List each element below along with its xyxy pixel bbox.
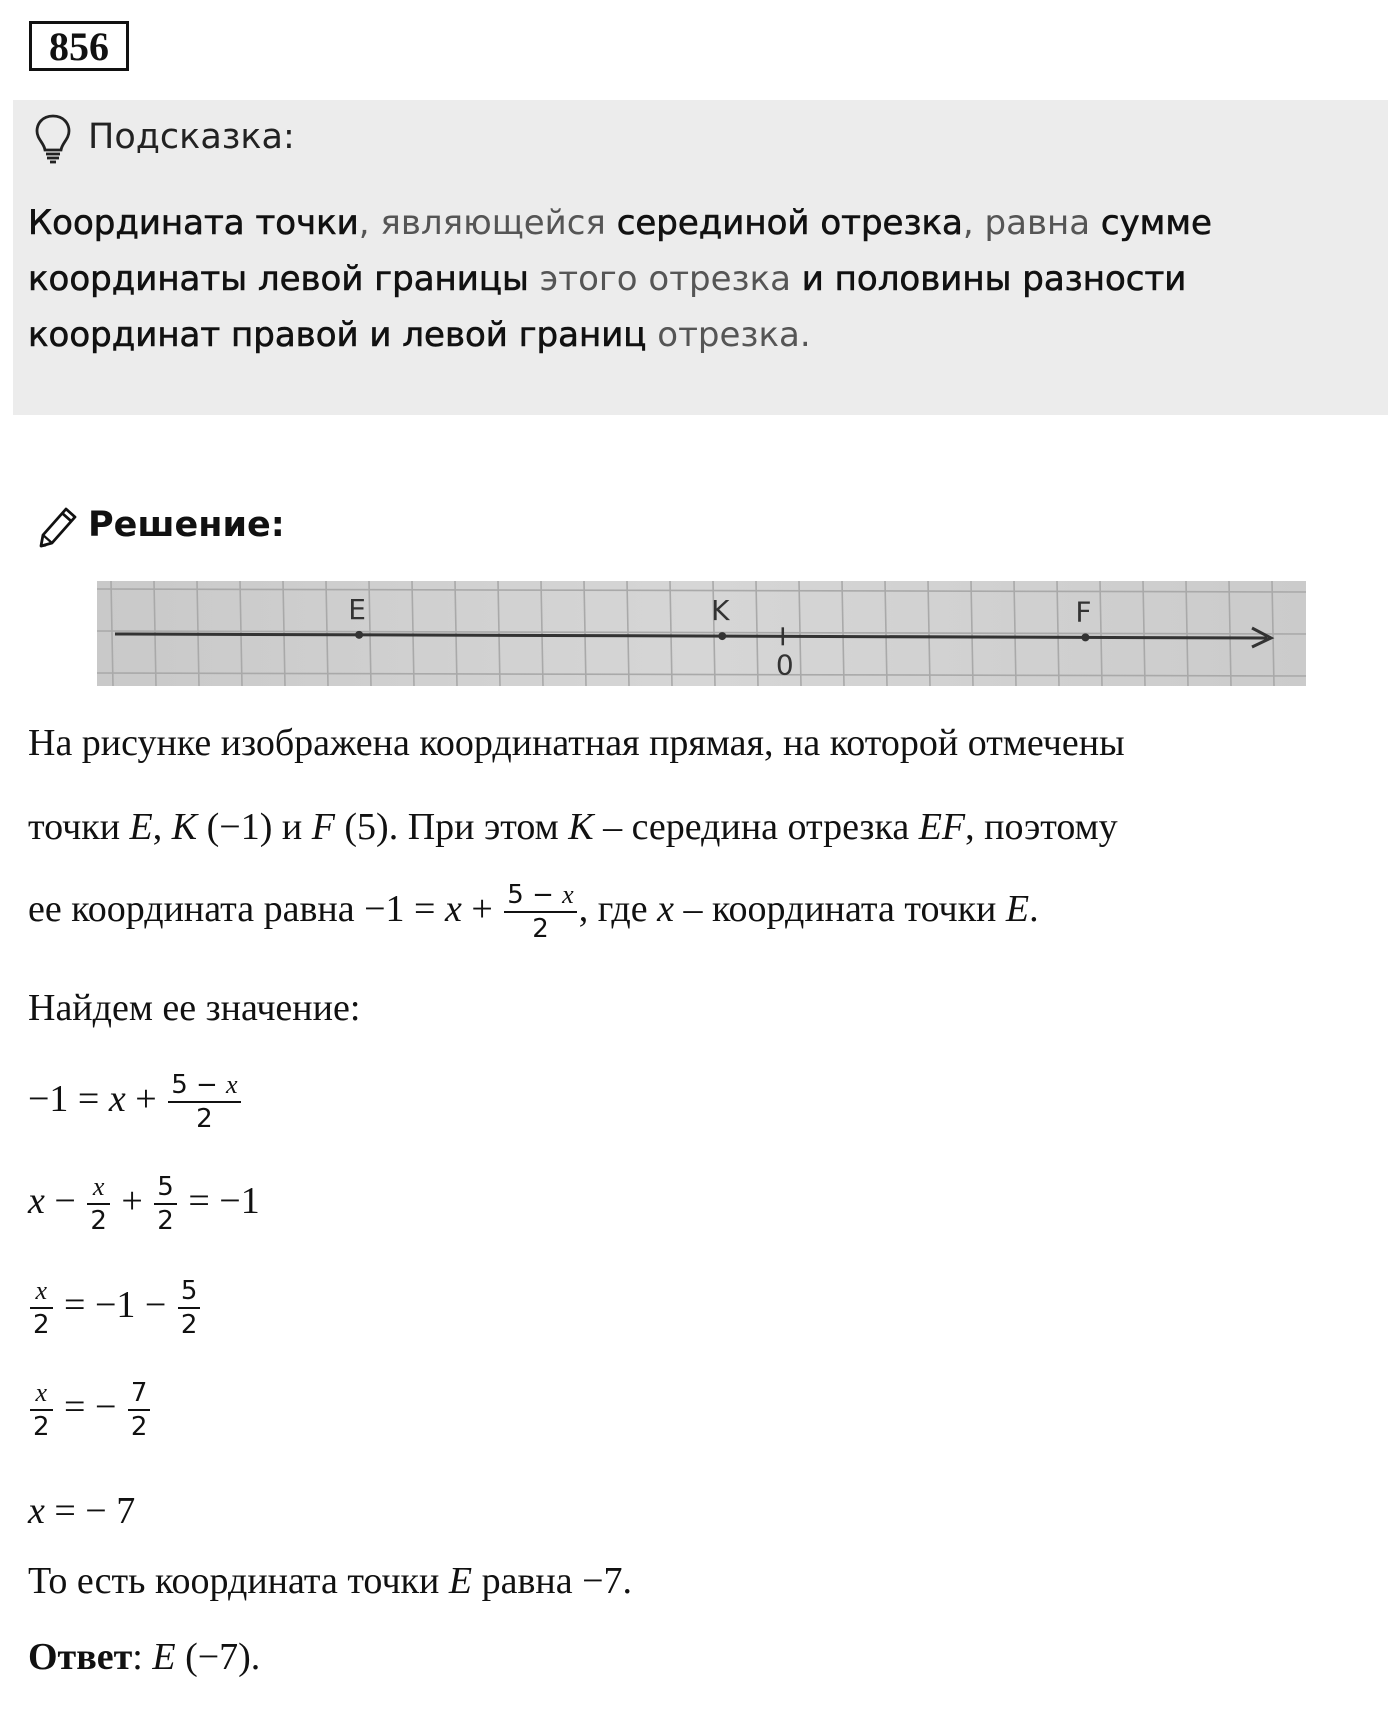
answer: Ответ: E (−7). — [28, 1636, 261, 1678]
solution-heading-label: Решение: — [88, 505, 285, 545]
lightbulb-icon — [33, 112, 73, 164]
equation-2: x − $\frac{x}{2}$ + $\frac{5}{2}$ = −1 — [28, 1172, 260, 1237]
para1-line3: ее координата равна −1 = x + $\frac{5 - x}{2}$ , где x – координата точки E. — [28, 880, 1039, 945]
hint-segment: этого отрезка — [528, 259, 802, 299]
hint-segment: , равна — [962, 203, 1101, 243]
point-f — [1081, 633, 1089, 641]
hint-text — [28, 195, 1368, 363]
equation-5: x = − 7 — [28, 1490, 136, 1532]
point-label-f: F — [1075, 595, 1092, 629]
point-label-zero: 0 — [775, 648, 794, 682]
hint-segment: серединой отрезка — [616, 203, 963, 243]
find-value: Найдем ее значение: — [28, 987, 361, 1029]
hint-segment: и половины разности координат правой и левой границ — [28, 259, 1187, 355]
number-line-figure — [97, 581, 1306, 686]
hint-segment: , являющейся — [358, 203, 617, 243]
answer-label: Ответ — [28, 1636, 133, 1678]
point-e — [355, 631, 363, 639]
point-label-k: K — [711, 594, 730, 628]
conclusion: То есть координата точки E равна −7. — [28, 1560, 633, 1602]
hint-segment: Координата точки — [28, 203, 359, 243]
pencil-icon — [33, 502, 79, 552]
fraction: $\frac{5 - x}{2}$ — [504, 879, 576, 945]
equation-1: −1 = x + $\frac{5 - x}{2}$ — [28, 1062, 243, 1136]
hint-heading-label: Подсказка: — [88, 117, 295, 157]
para1-line1: На рисунке изображена координатная прямая, на которой отмечены — [28, 722, 1125, 764]
hint-segment: сумме координаты левой границы — [28, 203, 1212, 299]
point-k — [718, 632, 726, 640]
equation-4: $\frac{x}{2}$ = − $\frac{7}{2}$ — [28, 1370, 152, 1444]
hint-segment: отрезка. — [646, 315, 811, 355]
problem-number: 856 — [29, 21, 129, 71]
point-label-e: E — [348, 592, 366, 626]
equation-3: $\frac{x}{2}$ = −1 − $\frac{5}{2}$ — [28, 1268, 202, 1342]
para1-line2: точки E, K (−1) и F (5). При этом K – середина отрезка EF, поэтому — [28, 806, 1118, 848]
